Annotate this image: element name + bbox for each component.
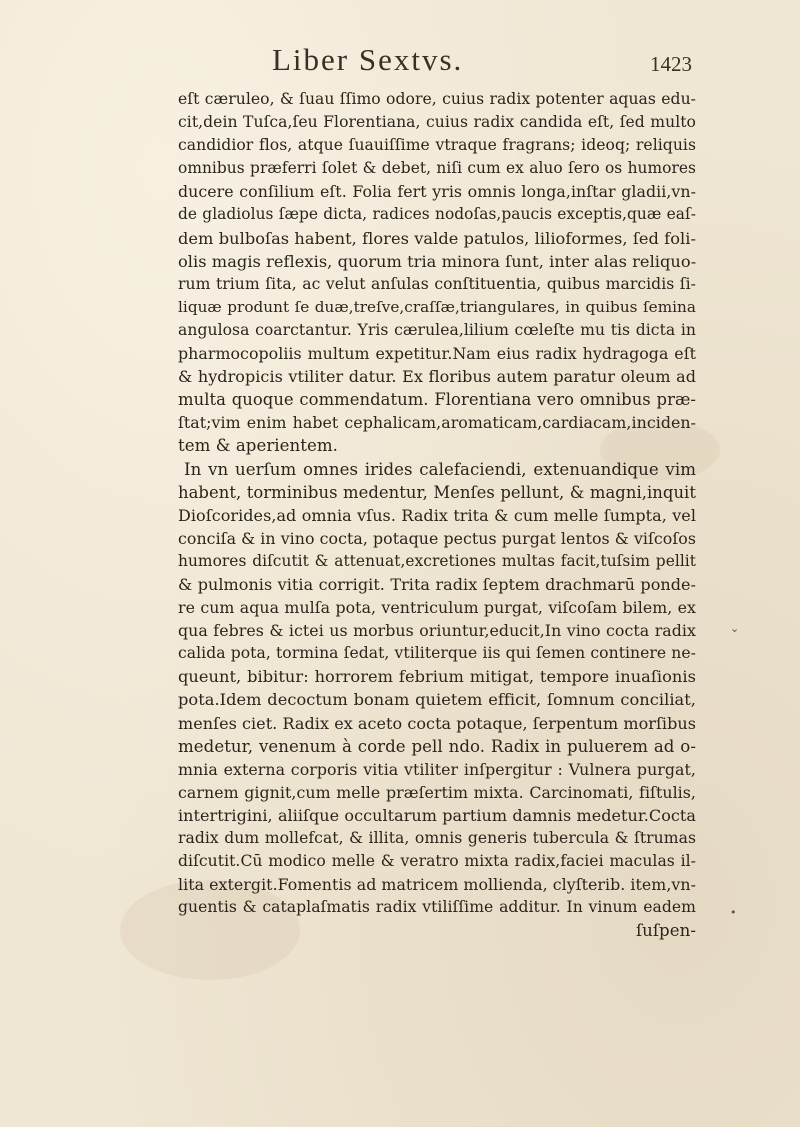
text-line: de gladiolus ſæpe dicta, radices nodoſas,paucis exceptis,quæ eaſ- (178, 205, 696, 224)
text-line: humores diſcutit & attenuat,excretiones multas facit,tuſsim pellit (178, 551, 696, 570)
text-line: dem bulboſas habent, flores valde patulos, lilioformes, ſed foli- (178, 228, 696, 248)
page-header (272, 42, 692, 86)
text-line: omnibus præferri ſolet & debet, niſi cum ex aluo ſero os humores (178, 159, 696, 178)
text-line: pota.Idem decoctum bonam quietem efficit, ſomnum conciliat, (178, 690, 696, 710)
text-line: angulosa coarctantur. Yris cærulea,lilium cœleſte mu tis dicta in (178, 320, 696, 339)
text-line: menſes ciet. Radix ex aceto cocta potaque, ſerpentum morſibus (178, 713, 696, 733)
text-line: mnia externa corporis vitia vtiliter inſpergitur : Vulnera purgat, (178, 759, 696, 779)
text-line: & hydropicis vtiliter datur. Ex floribus autem paratur oleum ad (178, 367, 696, 387)
text-line: & pulmonis vitia corrigit. Trita radix ſeptem drachmarū ponde- (178, 574, 696, 594)
margin-dot-icon: • (730, 906, 737, 919)
margin-tick-icon: ⌄ (730, 622, 740, 635)
text-line: habent, torminibus medentur, Menſes pellunt, & magni,inquit (178, 482, 696, 502)
text-line: candidior flos, atque ſuauiſſime vtraque fragrans; ideoq; reliquis (178, 136, 696, 155)
text-line: eſt cæruleo, & ſuau ſſimo odore, cuius radix potenter aquas edu- (178, 90, 696, 108)
text-line: tem & aperientem. (178, 436, 338, 456)
text-line: diſcutit.Cū modico melle & veratro mixta radix,faciei maculas il- (178, 852, 696, 871)
paragraph-start-line: In vn uerſum omnes irides calefaciendi, extenuandique vim (184, 459, 696, 479)
text-line: pharmocopoliis multum expetitur.Nam eius radix hydragoga eſt (178, 344, 696, 364)
text-line: olis magis reflexis, quorum tria minora ſunt, inter alas reliquo- (178, 251, 697, 271)
text-line: guentis & cataplaſmatis radix vtiliſſime additur. In vinum eadem (178, 898, 696, 917)
text-line: queunt, bibitur: horrorem febrium mitigat, tempore inuaſionis (178, 667, 696, 687)
catchword: ſuſpen- (635, 921, 696, 941)
body-text (178, 88, 696, 942)
running-title: Liber Sextvs. (272, 42, 464, 77)
text-line: cit,dein Tuſca,ſeu Florentiana, cuius radix candida eſt, ſed multo (178, 113, 696, 132)
text-line: liquæ produnt ſe duæ,treſve,craſſæ,triangulares, in quibus ſemina (178, 297, 696, 316)
text-line: conciſa & in vino cocta, potaque pectus purgat lentos & viſcoſos (178, 528, 696, 548)
text-line: Dioſcorides,ad omnia vſus. Radix trita & cum melle ſumpta, vel (178, 505, 696, 525)
text-line: intertrigini, aliiſque occultarum partium damnis medetur.Cocta (178, 805, 696, 825)
text-line: rum trium ſita, ac velut anſulas conſtituentia, quibus marcidis ſi- (178, 274, 696, 293)
text-line: qua febres & ictei us morbus oriuntur,educit,In vino cocta radix (178, 621, 696, 641)
text-line: ſtat;vim enim habet cephalicam,aromaticam,cardiacam,inciden- (178, 413, 696, 433)
text-line: multa quoque commendatum. Florentiana vero omnibus præ- (178, 390, 696, 410)
text-line: ducere conſilium eſt. Folia fert yris omnis longa,inſtar gladii,vn- (178, 182, 696, 202)
text-line: re cum aqua mulſa pota, ventriculum purgat, viſcoſam bilem, ex (178, 598, 696, 618)
text-line: carnem gignit,cum melle præſertim mixta. Carcinomati, fiſtulis, (178, 782, 696, 802)
text-line: lita extergit.Fomentis ad matricem mollienda, clyſterib. item,vn- (178, 875, 696, 895)
text-line: radix dum mollefcat, & illita, omnis generis tubercula & ſtrumas (178, 829, 696, 847)
text-line: calida pota, tormina ſedat, vtiliterque iis qui ſemen continere ne- (178, 644, 696, 663)
page-number: 1423 (650, 52, 692, 76)
text-line: medetur, venenum à corde pell ndo. Radix in puluerem ad o- (178, 736, 696, 756)
